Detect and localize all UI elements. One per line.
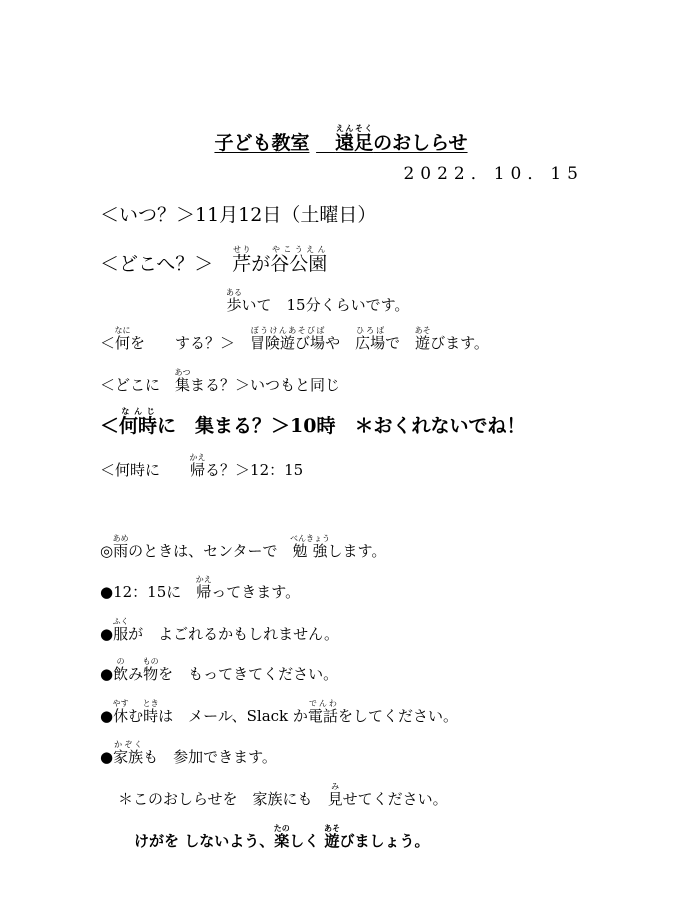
- walk-line: 歩あるいて 15分くらいです。: [226, 288, 410, 314]
- page-title: [0, 124, 682, 153]
- bullet-absence: ●休やすむ時ときは メール、Slack か電話でんわをしてください。: [100, 699, 458, 725]
- bullet-family: ●家族かぞくも 参加できます。: [100, 740, 277, 766]
- title-ruby: 遠足えんそく: [335, 124, 374, 154]
- note-line: ＊このおしらせを 家族にも 見みせてください。: [118, 782, 448, 808]
- date: 2022．10．15: [403, 164, 584, 184]
- when-line: ＜いつ？＞11月12日（土曜日）: [100, 204, 377, 226]
- gather-time-line: ＜何時なんじに 集まる？＞10時 ＊おくれないでね！: [100, 407, 526, 437]
- rain-line: ◎雨あめのときは、センターで 勉強べんきょうします。: [100, 534, 387, 560]
- title-rest: のおしらせ: [373, 132, 468, 154]
- bullet-drinks: ●飲のみ物ものを もってきてください。: [100, 657, 339, 683]
- title-prefix: 子ども教室: [214, 132, 310, 154]
- what-line: ＜何なにを する？＞ 冒険遊び場ぼうけんあそびばや 広場ひろばで 遊あそびます。: [100, 326, 489, 352]
- gather-place-line: ＜どこに 集あつまる？＞いつもと同じ: [100, 368, 341, 394]
- bullet-clothes: ●服ふくが よごれるかもしれません。: [100, 617, 340, 643]
- bullet-return: ●12：15に 帰かえってきます。: [100, 575, 301, 601]
- return-time-line: ＜何時に 帰かえる？＞12：15: [100, 453, 304, 479]
- where-line: ＜どこへ？＞ 芹せりが谷公園やこうえん: [100, 245, 328, 275]
- closing-line: けがを しないよう、楽たのしく 遊あそびましょう。: [134, 824, 430, 850]
